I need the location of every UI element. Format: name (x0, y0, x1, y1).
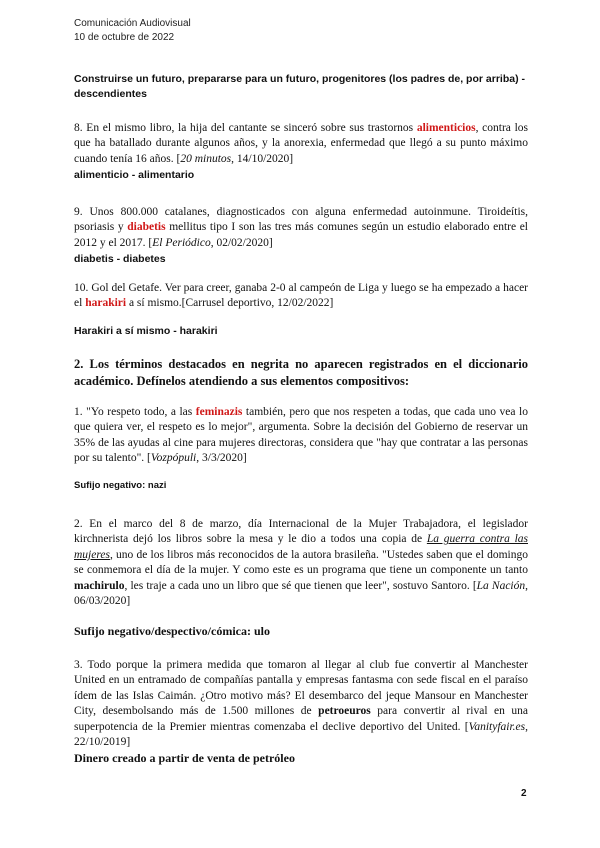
highlighted-term: machirulo (74, 579, 125, 592)
exercise-item-10 (74, 281, 528, 338)
highlighted-term: petroeuros (318, 705, 371, 718)
source-name: La Nación (476, 579, 526, 592)
s2-item-2-answer: Sufijo negativo/despectivo/cómica: ulo (74, 624, 270, 639)
item-8-text: 8. En el mismo libro, la hija del cantante se sinceró sobre sus trastornos alimenticios, contra los que ha batallado durante algunos años, y la anorexia, enfermedad que llegó a su punto máximo cuando tenía 16 años. [20 minutos, 14/10/2020] (74, 122, 529, 165)
s2-item-1-text: 1. "Yo respeto todo, a las feminazis también, pero que nos respeten a todas, que cada uno vea lo que quiera ver, el respeto es lo mejor", argumenta. Sobre la decisión del Gobierno de reservar un 35% de las ayudas al cine para mujeres directoras, considera que "hay que contratar a las personas por su talento". [Vozpópuli, 3/3/2020] (74, 406, 528, 465)
s2-item-1-answer: Sufijo negativo: nazi (74, 479, 167, 491)
item-9-answer: diabetis - diabetes (74, 253, 166, 266)
document-header (74, 17, 191, 45)
page-number: 2 (521, 788, 527, 799)
highlighted-term: feminazis (195, 406, 243, 418)
document-date: 10 de octubre de 2022 (74, 32, 175, 43)
item-10-answer: Harakiri a sí mismo - harakiri (74, 324, 218, 337)
source-name: El Periódico (152, 236, 211, 249)
section-2-item-3 (74, 658, 528, 766)
book-title: La guerra contra las mujeres (74, 533, 528, 561)
s2-item-3-answer: Dinero creado a partir de venta de petróleo (74, 751, 295, 766)
source-name: Vozpópuli (150, 452, 197, 465)
item-8-answer: alimenticio - alimentario (74, 169, 195, 182)
highlighted-term: diabetis (127, 221, 166, 234)
s2-item-3-text: 3. Todo porque la primera medida que tomaron al llegar al club fue convertir al Manchester United en un entramado de compañías pantalla y empresas fantasma con sede fiscal en el paraíso ídem de las Islas Caimán. ¿Otro motivo más? El desembarco del jeque Mansour en Manchester City, desembolsando más de 1.500 millones de petroeuros para convertir al rival en una superpotencia de la Premier mientras comenzaba el declive deportivo del United. [Vanityfair.es, 22/10/2019] (74, 659, 528, 749)
highlighted-term: alimenticios (416, 122, 476, 134)
source-name: 20 minutos (180, 152, 232, 165)
item-9-text: 9. Unos 800.000 catalanes, diagnosticados con alguna enfermedad autoinmune. Tiroideítis, psoriasis y diabetis mellitus tipo I son las tres más comunes según un estudio elaborado entre el 2012 y el 2017. [El Periódico, 02/02/2020] (74, 206, 529, 249)
section-2-heading: 2. Los términos destacados en negrita no aparecen registrados en el diccionario académico. Defínelos atendiendo a sus elementos compositivos: (74, 357, 528, 388)
section-2-item-2 (74, 517, 528, 639)
section-2-item-1 (74, 405, 528, 492)
course-name: Comunicación Audiovisual (74, 18, 191, 29)
source-name: Vanityfair.es (468, 720, 526, 733)
highlighted-term: harakiri (85, 297, 127, 310)
item-10-text: 10. Gol del Getafe. Ver para creer, ganaba 2-0 al campeón de Liga y luego se ha empezado a hacer el harakiri a sí mismo.[Carrusel deportivo, 12/02/2022] (74, 282, 528, 310)
exercise-item-8 (74, 121, 528, 182)
exercise-item-9 (74, 205, 528, 266)
s2-item-2-text: 2. En el marco del 8 de marzo, día Internacional de la Mujer Trabajadora, el legislador kirchnerista dejó los libros sobre la mesa y le dio a todos una copia de La guerra contra las mujeres, uno de los libros más reconocidos de la autora brasileña. "Ustedes saben que el domingo se conmemora el día de la mujer. Y como este es un programa que tiene un componente un tanto machirulo, les traje a cada uno un libro que sé que tienen que leer", sostuvo Santoro. [La Nación, 06/03/2020] (74, 518, 528, 608)
intro-note: Construirse un futuro, prepararse para un futuro, progenitores (los padres de, por arriba) - descendientes (74, 73, 525, 100)
